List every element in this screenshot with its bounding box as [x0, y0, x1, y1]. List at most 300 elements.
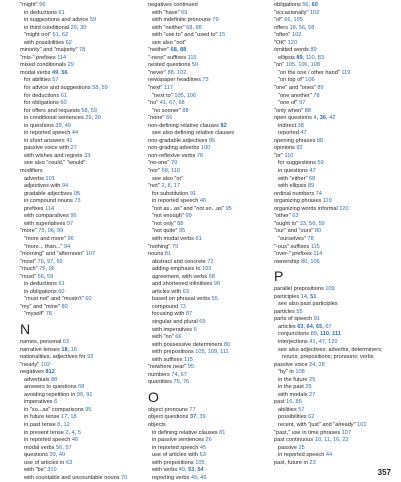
entry-text: in deductions: [24, 9, 59, 16]
page-reference: 73: [179, 303, 186, 310]
page-reference: 119: [322, 198, 332, 205]
entry-text: "next to": [152, 92, 175, 99]
entry-text: "past," use in time phrases: [274, 429, 342, 436]
page-reference: 63: [182, 288, 190, 295]
page-reference: 5: [77, 429, 81, 436]
page-reference: 310: [47, 467, 57, 474]
index-subentry: [20, 460, 142, 468]
entry-text: ,: [315, 220, 319, 227]
index-subentry: [148, 296, 272, 304]
page-reference: 50: [191, 62, 199, 69]
page-reference: 94: [61, 183, 69, 190]
entry-text: use of articles with: [152, 452, 200, 459]
entry-text: offers: [274, 24, 290, 31]
index-subentry: [20, 115, 142, 123]
page-reference: 105: [174, 92, 184, 99]
page-reference: 105: [293, 17, 303, 24]
index-entry: [148, 100, 272, 108]
index-entry: [148, 422, 272, 430]
entry-text: recent, with "just" and "already": [278, 421, 358, 428]
index-subentry: [274, 100, 398, 108]
entry-text: ,: [177, 371, 181, 378]
page-reference: 89: [307, 183, 315, 190]
index-subentry: [148, 93, 272, 101]
entry-text: ,: [329, 437, 334, 444]
index-subentry: [148, 334, 272, 342]
page-reference-main: 56: [61, 69, 68, 76]
index-entry: [20, 2, 142, 10]
entry-text: ,: [60, 421, 64, 428]
entry-text: modal verbs: [24, 444, 57, 451]
page-reference: 69: [181, 9, 188, 16]
index-entry: [274, 62, 398, 70]
page-reference: 59: [89, 17, 97, 24]
entry-text: with prepositions: [152, 459, 196, 466]
index-subentry: [148, 327, 272, 335]
entry-text: "might": [20, 2, 40, 8]
page-reference: 61: [58, 281, 65, 288]
entry-text: obligations: [274, 2, 303, 8]
entry-text: nouns; prepositions; pronouns; verbs: [282, 354, 374, 361]
page-reference: 39: [199, 414, 206, 421]
index-subentry: [20, 77, 142, 85]
entry-text: adverbials: [24, 376, 52, 383]
index-subentry: [20, 384, 142, 392]
page-reference: 114: [45, 205, 55, 212]
entry-text: ,: [170, 183, 174, 190]
entry-text: modal verbs: [20, 69, 53, 76]
index-subentry: [274, 160, 398, 168]
entry-text: "never": [148, 69, 168, 76]
entry-text: ,: [98, 85, 102, 92]
entry-text: in the past: [278, 384, 306, 391]
page-reference: 115: [187, 54, 197, 61]
entry-text: "only when": [274, 107, 305, 114]
page-reference: 74: [171, 371, 178, 378]
entry-text: questions: [24, 452, 50, 459]
index-entry: [274, 40, 398, 48]
page-reference: 30: [94, 115, 101, 122]
page-reference-main: 812: [45, 369, 55, 376]
page-reference: 29: [70, 24, 77, 31]
entry-text: nested questions: [148, 62, 192, 69]
entry-text: ,: [53, 228, 57, 235]
entry-text: ,: [58, 69, 62, 76]
entry-text: for substitution: [152, 190, 190, 197]
page-reference: 47: [300, 130, 307, 137]
page-reference: 110: [305, 54, 315, 61]
entry-text: ,: [305, 24, 309, 31]
entry-text: "nor": [148, 168, 162, 175]
index-subentry: [20, 123, 142, 131]
entry-text: mixed conditionals: [20, 62, 68, 69]
entry-text: ,: [295, 62, 299, 69]
index-entry: [274, 460, 398, 468]
page-reference: 29: [85, 115, 92, 122]
entry-text: with "be": [24, 467, 48, 474]
entry-text: ,: [196, 414, 200, 421]
page-reference: 77: [189, 406, 196, 413]
entry-text: with verbs: [152, 467, 179, 474]
page-reference: 95: [208, 137, 216, 144]
page-reference: 17: [173, 183, 181, 190]
entry-text: "morning" and "afternoon": [20, 251, 86, 258]
section-letter: O: [148, 388, 159, 405]
index-entry: [274, 430, 398, 438]
index-entry: [274, 2, 398, 10]
entry-text: in reported speech: [152, 444, 200, 451]
entry-text: open questions: [274, 115, 314, 122]
entry-text: interjections: [278, 338, 310, 345]
page-reference: 96: [70, 213, 77, 220]
page-reference: 75: [173, 379, 180, 386]
index-entry: [148, 153, 272, 161]
page-reference: 110: [284, 152, 294, 159]
entry-text: use of articles in: [24, 459, 66, 466]
index-subentry: [148, 25, 272, 33]
entry-text: with "either": [278, 175, 310, 182]
page-reference: 68: [309, 175, 316, 182]
index-subentry: [20, 437, 142, 445]
page-reference: 95: [225, 205, 232, 212]
page-reference: 97: [299, 100, 306, 107]
entry-text: ,: [320, 437, 325, 444]
entry-text: objects: [148, 421, 166, 428]
page-reference: 2: [161, 183, 165, 190]
entry-text: "not only": [152, 220, 178, 227]
index-entry: [274, 153, 398, 161]
index-subentry: [148, 452, 272, 460]
entry-text: abilities: [278, 406, 299, 413]
entry-text: with "use to" and "used to": [152, 32, 220, 39]
index-subentry: [148, 281, 272, 289]
page-reference: 44: [325, 452, 333, 459]
page-reference: 92: [296, 145, 303, 152]
entry-text: see also "not": [152, 39, 187, 46]
index-entry: [274, 25, 398, 33]
page-reference: 46: [200, 474, 207, 481]
page-reference: 69: [199, 318, 206, 325]
entry-text: for deductions: [24, 92, 61, 99]
page-reference-main: 64: [306, 323, 313, 330]
index-subentry: [20, 244, 142, 252]
page-reference: 60: [60, 100, 67, 107]
page-reference: 73: [202, 77, 209, 84]
index-entry: [148, 70, 272, 78]
index-entry: [20, 70, 142, 78]
index-subentry: [148, 460, 272, 468]
entry-text: ,: [316, 331, 320, 338]
section-letter-row: [20, 319, 142, 339]
entry-text: "ought to": [274, 220, 300, 227]
entry-text: "-ness" suffixes: [148, 54, 188, 61]
entry-text: negatives: [20, 369, 46, 376]
page-reference: 49: [178, 467, 185, 474]
entry-text: see also defining relative clauses: [152, 130, 235, 137]
section-letter: N: [20, 320, 31, 337]
index-subentry: [20, 213, 142, 221]
page-reference: 46: [71, 437, 79, 444]
index-subentry: [20, 407, 142, 415]
page-reference: 115: [310, 243, 320, 250]
entry-text: with "have": [152, 9, 182, 16]
index-entry: [148, 168, 272, 176]
index-subentry: [20, 377, 142, 385]
page-reference: 119: [341, 69, 351, 76]
page-reference: 106: [305, 77, 315, 84]
entry-text: "more": [20, 228, 39, 235]
entry-text: "on top of": [278, 77, 306, 84]
page-reference: 97: [66, 220, 74, 227]
index-entry: [274, 191, 398, 199]
page-reference: 79: [171, 243, 179, 250]
entry-text: in future tense: [24, 414, 62, 421]
page-reference-main: 88: [179, 47, 187, 54]
page-reference: 58: [81, 107, 88, 114]
entry-text: ,: [74, 429, 78, 436]
page-reference: 73: [74, 198, 81, 205]
page-reference-main: 53: [188, 467, 195, 474]
entry-text: ,: [295, 24, 299, 31]
entry-text: ,: [83, 391, 87, 398]
entry-text: participles: [274, 293, 301, 300]
entry-text: modifiers: [20, 168, 43, 175]
entry-text: omitted words: [274, 47, 311, 54]
index-subentry: [20, 206, 142, 214]
page-reference: 59: [317, 160, 324, 167]
entry-text: "one another": [278, 92, 314, 99]
entry-text: ,: [314, 54, 318, 61]
page-reference-main: 110: [320, 331, 330, 338]
index-entry: [20, 354, 142, 362]
page-reference: 27: [70, 145, 77, 152]
index-entry: [148, 123, 272, 131]
entry-text: ,: [303, 323, 307, 330]
index-subentry: [20, 145, 142, 153]
index-entry: [274, 145, 398, 153]
page-reference: 80: [314, 228, 322, 235]
page-reference: 83: [317, 54, 324, 61]
entry-text: imperatives: [24, 399, 55, 406]
page-reference: 87: [185, 311, 193, 318]
entry-text: see also past participles: [278, 301, 338, 308]
index-subentry: [20, 399, 142, 407]
entry-text: in passive sentences: [152, 437, 206, 444]
entry-text: ,: [307, 62, 311, 69]
index-subentry: [274, 70, 398, 78]
entry-text: "no-one": [148, 160, 171, 167]
page-reference: 68: [186, 24, 193, 31]
index-entry: [274, 399, 398, 407]
index-entry: [148, 244, 272, 252]
page-reference: 96: [48, 266, 55, 273]
page-reference: 95: [187, 364, 194, 371]
entry-text: in reported speech: [278, 452, 326, 459]
entry-text: ,: [167, 168, 171, 175]
entry-text: "occasionally": [274, 9, 310, 16]
page-reference: 68: [78, 384, 85, 391]
entry-text: ordinal numbers: [274, 190, 316, 197]
entry-text: negatives continued: [148, 2, 198, 8]
index-subentry: [20, 467, 142, 475]
page-reference: 76: [182, 379, 190, 386]
entry-text: based on phrasal verbs: [152, 296, 212, 303]
page-reference: 6: [54, 399, 58, 406]
index-entry: [274, 47, 398, 55]
index-entry: [148, 372, 272, 380]
index-entry: [274, 108, 398, 116]
page-reference: 18: [70, 414, 77, 421]
page-reference: 70: [121, 474, 128, 481]
page-reference-main: 65: [315, 323, 323, 330]
index-subentry: [148, 130, 272, 138]
entry-text: ellipsis: [278, 54, 297, 61]
page-reference: 6: [193, 326, 197, 333]
entry-text: singular and plural: [152, 318, 200, 325]
entry-text: reported: [278, 130, 301, 137]
entry-text: ,: [43, 273, 47, 280]
page-reference: 41: [309, 338, 316, 345]
index-subentry: [274, 236, 398, 244]
entry-text: with modals: [278, 391, 310, 398]
page-reference: 88: [195, 24, 202, 31]
page-reference-main: 54: [197, 467, 204, 474]
entry-text: narrative tenses: [20, 346, 62, 353]
index-subentry: [148, 349, 272, 357]
page-reference: 60: [85, 296, 92, 303]
index-entry: [148, 414, 272, 422]
index-subentry: [274, 301, 398, 309]
entry-text: "not quite": [152, 228, 179, 235]
index-subentry: [148, 191, 272, 199]
index-entry: [148, 85, 272, 93]
entry-text: articles: [278, 323, 298, 330]
index-subentry: [20, 311, 142, 319]
index-subentry: [20, 422, 142, 430]
entry-text: "none": [148, 115, 166, 122]
page-reference: 15: [219, 32, 226, 39]
index-subentry: [148, 430, 272, 438]
entry-text: ,: [55, 452, 59, 459]
entry-text: "other": [274, 213, 293, 220]
entry-text: with wishes and regrets: [24, 152, 85, 159]
page-reference: 47: [318, 338, 325, 345]
index-subentry: [20, 100, 142, 108]
index-entry: [148, 47, 272, 55]
entry-text: ,: [76, 24, 80, 31]
page-reference: 97: [47, 258, 54, 265]
index-entry: [20, 259, 142, 267]
entry-text: "not": [148, 183, 162, 190]
page-reference: 106: [310, 258, 320, 265]
entry-text: ,: [302, 54, 306, 61]
page-reference: 101: [45, 175, 55, 182]
page-reference: 95: [179, 228, 186, 235]
page-reference: 62: [61, 32, 69, 39]
entry-text: compound: [152, 303, 180, 310]
index-subentry: [148, 319, 272, 327]
entry-text: "one of": [278, 100, 300, 107]
entry-text: names, personal: [20, 338, 63, 345]
page-reference: 63: [65, 459, 73, 466]
entry-text: ,: [316, 115, 320, 122]
entry-text: parts of speech: [274, 316, 314, 323]
page-reference: 61: [58, 9, 65, 16]
index-subentry: [274, 339, 398, 347]
index-entry: [274, 259, 398, 267]
page-reference-main: 37: [189, 414, 197, 421]
index-subentry: [274, 93, 398, 101]
page-reference: 56: [39, 2, 46, 8]
page-reference: 99: [185, 213, 192, 220]
index-subentry: [274, 347, 398, 355]
index-subentry: [20, 445, 142, 453]
index-subentry: [274, 55, 398, 63]
entry-text: ,: [325, 115, 330, 122]
page-reference: 59: [47, 273, 54, 280]
index-subentry: [274, 369, 398, 377]
page-reference: 102: [40, 361, 51, 368]
entry-text: ,: [307, 258, 311, 265]
page-reference: 59: [101, 85, 108, 92]
page-reference: 105: [195, 349, 205, 356]
page-reference: 8: [167, 183, 171, 190]
section-letter-row: [148, 387, 272, 407]
page-reference: 61: [60, 92, 67, 99]
page-reference: 91: [189, 190, 197, 197]
index-subentry: [148, 259, 272, 267]
page-reference: 56: [56, 444, 63, 451]
page-reference: 57: [298, 406, 305, 413]
entry-text: adding emphasis to: [152, 266, 203, 273]
page-reference: 101: [357, 421, 367, 428]
index-subentry: [20, 475, 142, 482]
page-reference: 80: [301, 258, 308, 265]
index-entry: [20, 362, 142, 370]
page-reference-main: 63: [297, 323, 304, 330]
page-reference: 59: [318, 220, 325, 227]
entry-text: in reported speech: [24, 130, 72, 137]
page-reference: 88: [51, 376, 58, 383]
index-subentry: [274, 168, 398, 176]
entry-text: ,: [67, 346, 71, 353]
entry-text: "often": [274, 32, 292, 39]
index-entry: [148, 160, 272, 168]
entry-text: nationalities, adjectives for: [20, 354, 88, 361]
index-entry: [274, 251, 398, 259]
index-entry: [274, 138, 398, 146]
entry-text: agreement, with verbs: [152, 273, 209, 280]
index-subentry: [274, 407, 398, 415]
entry-text: "not enough": [152, 213, 186, 220]
index-entry: [274, 10, 398, 18]
entry-text: reporting verbs: [152, 474, 191, 481]
page-reference: 40: [58, 452, 66, 459]
index-entry: [20, 228, 142, 236]
page-reference: 88: [304, 107, 311, 114]
page-reference: 33: [299, 220, 306, 227]
entry-text: in reported speech: [152, 198, 200, 205]
index-entry: [20, 62, 142, 70]
page-reference: 89: [310, 331, 317, 338]
index-entry: [20, 47, 142, 55]
index-subentry: [20, 85, 142, 93]
entry-text: ,: [312, 323, 316, 330]
index-entry: [274, 437, 398, 445]
entry-text: "more... than...": [24, 243, 65, 250]
section-letter-row: [274, 266, 398, 286]
index-subentry: [20, 452, 142, 460]
